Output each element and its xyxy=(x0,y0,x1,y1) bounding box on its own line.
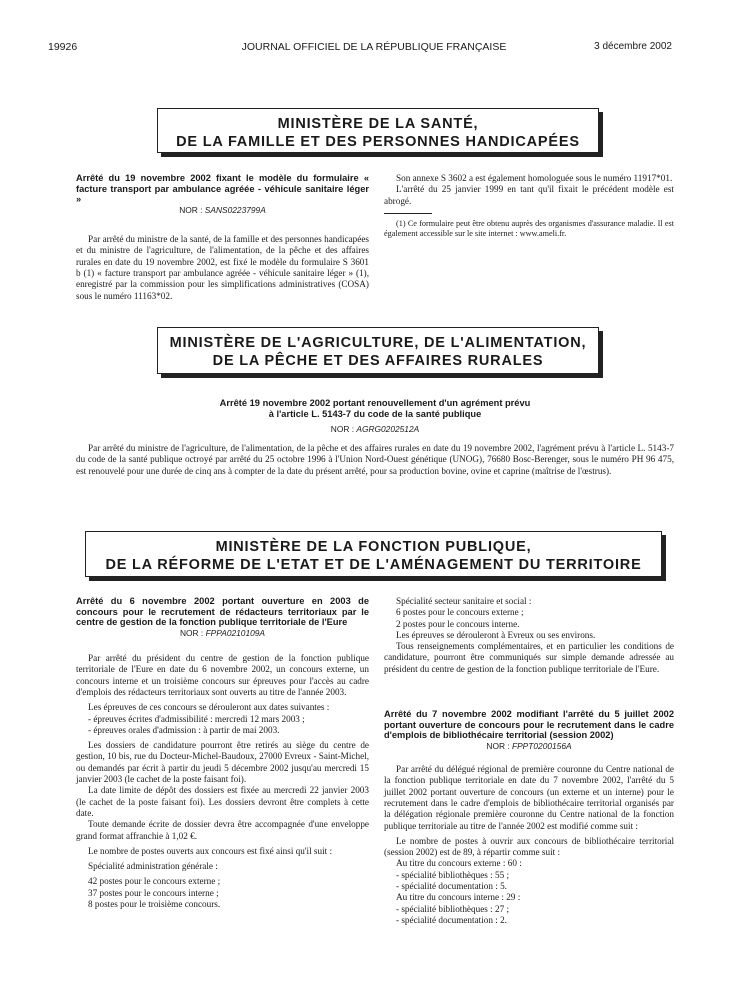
article-paragraph: L'arrêté du 25 janvier 1999 en tant qu'il fixait le précédent modèle est abrogé. xyxy=(384,184,674,206)
list-item: - épreuves écrites d'admissibilité : mercredi 12 mars 2003 ; xyxy=(88,713,305,724)
sante-article-left xyxy=(76,173,369,302)
agriculture-article-body xyxy=(76,443,674,477)
ministry-box-fonction-publique xyxy=(85,531,662,577)
list-item: - spécialité bibliothèques : 27 ; xyxy=(396,903,510,914)
sante-article-right xyxy=(384,173,674,239)
list-item: - épreuves orales d'admission : à partir de mai 2003. xyxy=(88,724,280,735)
article-paragraph: Tous renseignements complémentaires, et en particulier les conditions de candidature, pourront être communiqués sur simple demande adressée au président du centre de gestion de la fonction publique territoriale de l'Eure. xyxy=(384,641,674,674)
list-item: - spécialité documentation : 2. xyxy=(396,914,507,925)
ministry-box-agriculture xyxy=(157,327,599,374)
agriculture-article-title: Arrêté 19 novembre 2002 portant renouvellement d'un agrément prévu à l'article L. 5143-7 du code de la santé publique xyxy=(219,398,531,419)
ministry-title-line2: DE LA RÉFORME DE L'ETAT ET DE L'AMÉNAGEMENT DU TERRITOIRE xyxy=(105,557,642,573)
ministry-title-line1: MINISTÈRE DE LA FONCTION PUBLIQUE, xyxy=(215,539,532,555)
article-paragraph: Par arrêté du ministre de l'agriculture, de l'alimentation, de la pêche et des affaires rurales en date du 19 novembre 2002, l'agrément prévu à l'article L. 5143-7 du code de la santé publique octroyé par arrêté du 25 octobre 1996 à l'Union Nord-Ouest génétique (UNOG), 76680 Bosc-Berenger, sous le numéro PH 96 475, est renouvelé pour une durée de cinq ans à compter de la date du présent arrêté, pour sa production bovine, ovine et caprine (maîtrise de l'œstrus). xyxy=(76,443,674,476)
article-paragraph: Les dossiers de candidature pourront être retirés au siège du centre de gestion, 10 bis, rue du Docteur-Michel-Baudoux, 27000 Evreux - Saint-Michel, ou demandés par écrit à partir du jeudi 5 décembre 2002 jusqu'au mercredi 15 janvier 2003 (le cachet de la poste faisant foi). xyxy=(76,740,369,785)
article-paragraph: La date limite de dépôt des dossiers est fixée au mercredi 22 janvier 2003 (le cachet de la poste faisant foi). Les dossiers devront être complets à cette date. xyxy=(76,785,369,818)
nor-reference: NOR : FPPA0210109A xyxy=(179,627,266,638)
footnote: (1) Ce formulaire peut être obtenu auprès des organismes d'assurance maladie. Il est également accessible sur le site internet : www.ameli.fr. xyxy=(384,218,674,238)
fonction-article1-right xyxy=(384,596,674,675)
list-item: - spécialité bibliothèques : 55 ; xyxy=(396,869,510,880)
article-paragraph: Les épreuves se dérouleront à Evreux ou ses environs. xyxy=(396,629,596,640)
article-paragraph: Son annexe S 3602 a est également homologuée sous le numéro 11917*01. xyxy=(396,173,673,183)
page-number: 19926 xyxy=(48,41,78,53)
fonction-article2 xyxy=(384,709,674,926)
article-title: Arrêté du 7 novembre 2002 modifiant l'arrêté du 5 juillet 2002 portant ouverture de concours pour le recrutement dans le cadre d'emplois de bibliothécaire territorial (session 2002) xyxy=(384,709,674,741)
article-paragraph: Le nombre de postes ouverts aux concours est fixé ainsi qu'il suit : xyxy=(88,845,333,856)
article-paragraph: Par arrêté du délégué régional de première couronne du Centre national de la fonction publique territoriale en date du 7 novembre 2002, l'arrêté du 5 juillet 2002 portant ouverture de concours (un externe et un interne) pour le recrutement dans le cadre d'emplois de bibliothécaire territorial organisés par la délégation régionale première couronne du Centre national de la fonction publique territoriale au titre de l'année 2002 est modifié comme suit : xyxy=(384,764,674,831)
ministry-box-sante xyxy=(157,108,599,153)
list-item: 42 postes pour le concours externe ; xyxy=(88,876,221,887)
article-paragraph: Toute demande écrite de dossier devra être accompagnée d'une enveloppe grand format affranchie à 1,02 €. xyxy=(76,819,369,841)
article-paragraph: Spécialité secteur sanitaire et social : xyxy=(396,596,532,606)
article-paragraph: Spécialité administration générale : xyxy=(88,861,218,872)
article-paragraph: Par arrêté du président du centre de gestion de la fonction publique territoriale de l'Eure en date du 6 novembre 2002, un concours externe, un concours interne et un troisième concours sur épreuves pour l'accès au cadre d'emplois des rédacteurs territoriaux sont ouverts au titre de l'année 2003. xyxy=(76,653,369,697)
list-item: Au titre du concours externe : 60 : xyxy=(396,858,522,869)
ministry-title-line2: DE LA PÊCHE ET DES AFFAIRES RURALES xyxy=(212,353,544,369)
journal-title: JOURNAL OFFICIEL DE LA RÉPUBLIQUE FRANÇAISE xyxy=(241,41,507,53)
list-item: Au titre du concours interne : 29 : xyxy=(396,892,521,903)
list-item: - spécialité documentation : 5. xyxy=(396,881,507,892)
article-paragraph: Par arrêté du ministre de la santé, de la famille et des personnes handicapées et du ministre de l'agriculture, de l'alimentation, de la pêche et des affaires rurales en date du 19 novembre 2002, est fixé le modèle du formulaire S 3601 b (1) « facture transport par ambulance agréée - véhicule sanitaire léger » (1), enregistré par la commission pour les simplifications administratives (COSA) sous le numéro 11163*02. xyxy=(76,234,369,301)
issue-date: 3 décembre 2002 xyxy=(594,41,672,52)
ministry-title-line1: MINISTÈRE DE LA SANTÉ, xyxy=(277,116,479,132)
ministry-title-line2: DE LA FAMILLE ET DES PERSONNES HANDICAPÉES xyxy=(176,134,580,150)
article-paragraph: Le nombre de postes à ouvrir aux concours de bibliothécaire territorial (session 2002) est de 89, à répartir comme suit : xyxy=(384,835,674,858)
article-paragraph: Les épreuves de ces concours se dérouleront aux dates suivantes : xyxy=(88,702,330,713)
list-item: 37 postes pour le concours interne ; xyxy=(88,887,219,898)
footnote-rule xyxy=(384,213,432,214)
ministry-title-line1: MINISTÈRE DE L'AGRICULTURE, DE L'ALIMENTATION, xyxy=(169,335,587,351)
list-item: 2 postes pour le concours interne. xyxy=(396,618,520,629)
nor-reference: NOR : AGRG0202512A xyxy=(330,424,420,434)
list-item: 6 postes pour le concours externe ; xyxy=(396,607,524,618)
nor-reference: NOR : FPPT0200156A xyxy=(486,740,572,751)
fonction-article1-left xyxy=(76,596,369,910)
list-item: 8 postes pour le troisième concours. xyxy=(88,899,221,910)
article-title: Arrêté du 19 novembre 2002 fixant le modèle du formulaire « facture transport par ambulance agréée - véhicule sanitaire léger » xyxy=(76,173,369,205)
article-title: Arrêté du 6 novembre 2002 portant ouverture en 2003 de concours pour le recrutement de rédacteurs territoriaux par le centre de gestion de la fonction publique territoriale de l'Eure xyxy=(76,596,369,628)
nor-reference: NOR : SANS0223799A xyxy=(179,204,266,215)
